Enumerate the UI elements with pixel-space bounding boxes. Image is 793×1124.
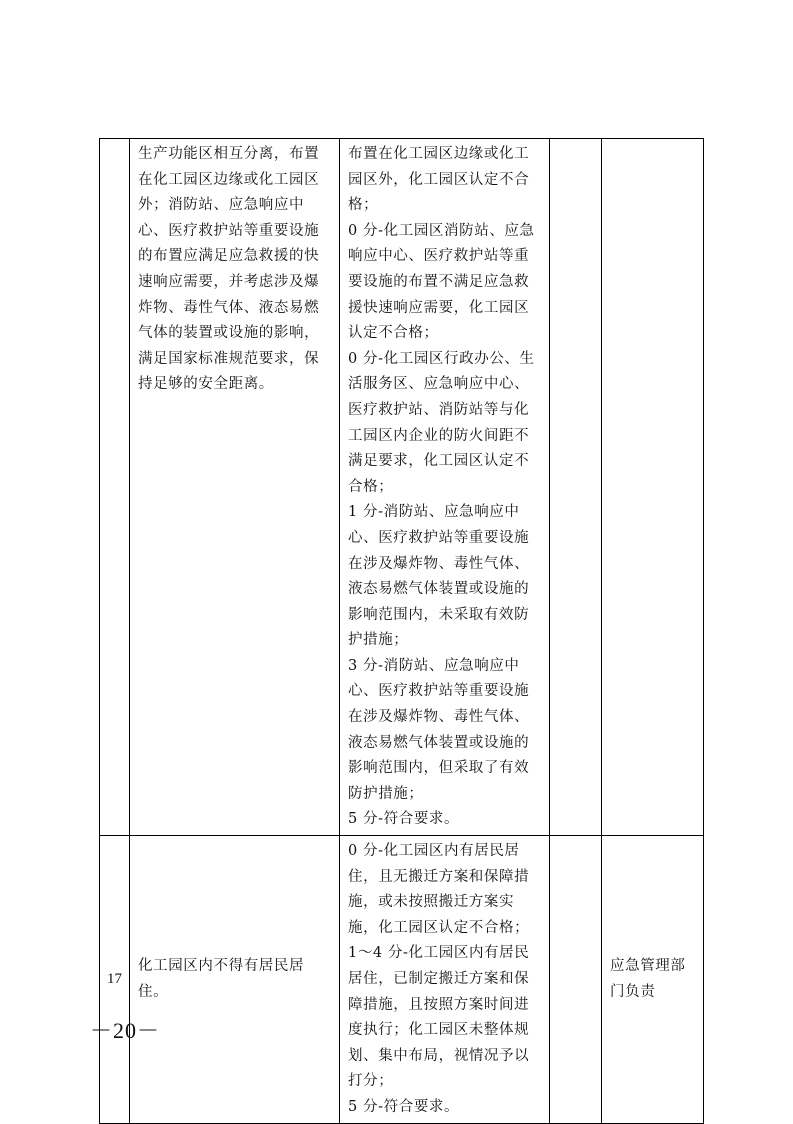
criteria-item: 0 分-化工园区消防站、应急响应中心、医疗救护站等重要设施的布置不满足应急救援快速响应需要，化工园区认定不合格； [348,222,535,342]
score-cell [550,836,602,1124]
row-number-cell [100,139,130,836]
criteria-cell [340,836,550,1124]
score-cell [550,139,602,836]
criteria-item: 布置在化工园区边缘或化工园区外，化工园区认定不合格； [348,146,530,214]
criteria-item: 1 分-消防站、应急响应中心、医疗救护站等重要设施在涉及爆炸物、毒性气体、液态易燃气体装置或设施的影响范围内，未采取有效防护措施； [348,504,530,649]
row-number-cell: 17 [100,836,130,1124]
requirement-cell: 化工园区内不得有居民居住。 [130,836,340,1124]
criteria-item: 5 分-符合要求。 [348,811,460,828]
page-number: －20－ [89,1018,160,1043]
criteria-item: 0 分-化工园区行政办公、生活服务区、应急响应中心、医疗救护站、消防站等与化工园区内企业的防火间距不满足要求，化工园区认定不合格； [348,350,535,495]
requirement-cell: 生产功能区相互分离，布置在化工园区边缘或化工园区外；消防站、应急响应中心、医疗救护站等重要设施的布置应满足应急救援的快速响应需要，并考虑涉及爆炸物、毒性气体、液态易燃气体的装置或设施的影响，满足国家标准规范要求，保持足够的安全距离。 [130,139,340,836]
table-row [100,139,704,836]
table-row [100,836,704,1124]
criteria-cell [340,139,550,836]
responsible-cell: 应急管理部门负责 [602,836,704,1124]
responsible-cell [602,139,704,836]
criteria-item: 1～4 分-化工园区内有居民居住，已制定搬迁方案和保障措施，且按照方案时间进度执行；化工园区未整体规划、集中布局，视情况予以打分； [348,945,530,1090]
criteria-item: 3 分-消防站、应急响应中心、医疗救护站等重要设施在涉及爆炸物、毒性气体、液态易燃气体装置或设施的影响范围内，但采取了有效防护措施； [348,657,530,802]
evaluation-table [99,138,704,1124]
criteria-item: 0 分-化工园区内有居民居住，且无搬迁方案和保障措施，或未按照搬迁方案实施，化工园区认定不合格； [348,843,530,936]
criteria-item: 5 分-符合要求。 [348,1098,460,1115]
